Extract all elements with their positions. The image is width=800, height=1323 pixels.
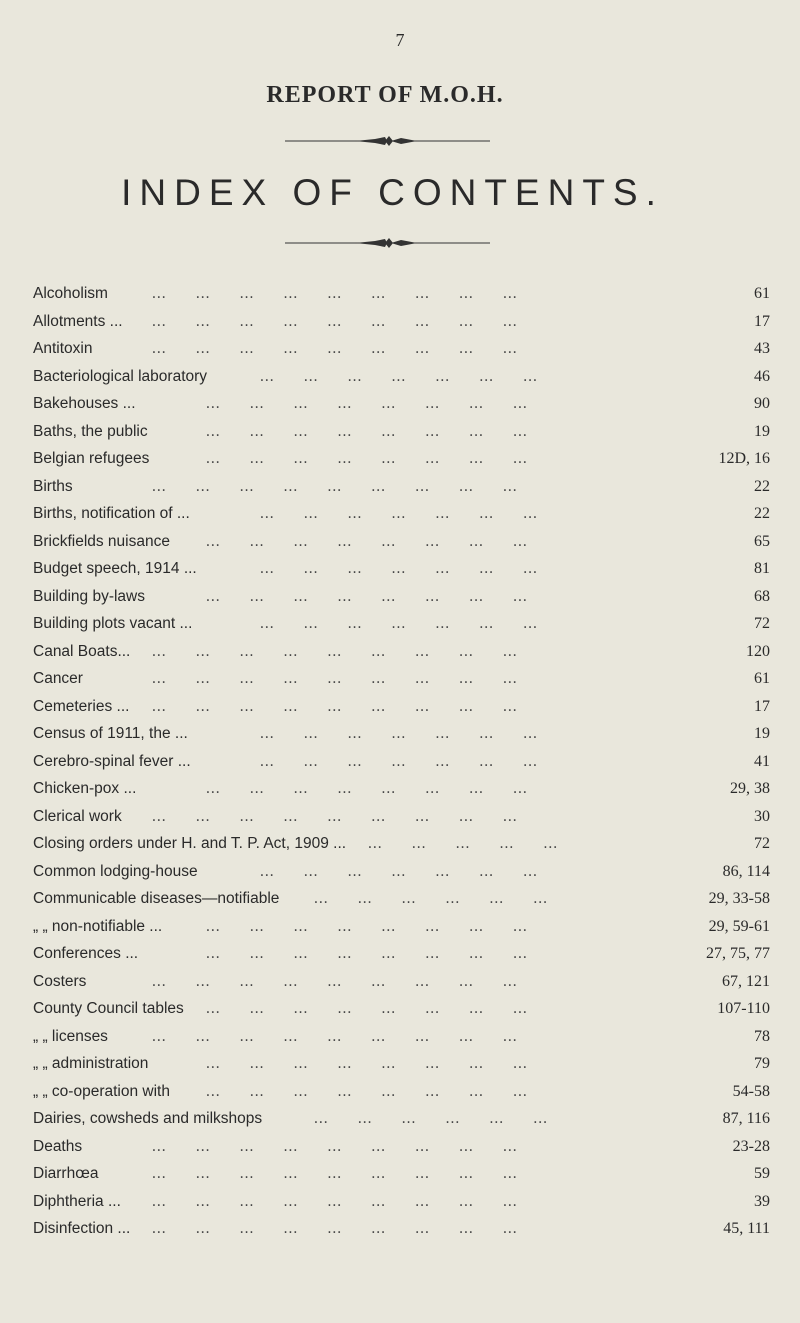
index-entry xyxy=(0,505,800,529)
index-entry xyxy=(0,1028,800,1052)
entry-page-number: 19 xyxy=(754,422,770,440)
entry-page-number: 43 xyxy=(754,340,770,357)
entry-page-number: 107-110 xyxy=(717,1000,770,1017)
entry-label: Communicable diseases—notifiable xyxy=(33,890,280,907)
dot-leader: ... ... ... ... ... ... ... xyxy=(260,367,538,385)
entry-page-number: 23-28 xyxy=(732,1137,770,1155)
index-title: INDEX OF CONTENTS. xyxy=(121,172,664,213)
ornament-divider xyxy=(285,236,490,250)
entry-page-number: 45, 111 xyxy=(723,1220,770,1237)
dot-leader: ... ... ... ... ... xyxy=(368,835,559,852)
entry-label: Belgian refugees xyxy=(33,450,150,467)
entry-page-number: 86, 114 xyxy=(722,862,770,880)
entry-label: Clerical work xyxy=(33,807,122,825)
entry-page-number: 46 xyxy=(754,367,770,385)
entry-page-number: 22 xyxy=(754,505,770,522)
entry-label: Canal Boats... xyxy=(33,642,131,660)
entry-label: Diphtheria ... xyxy=(33,1192,121,1210)
entry-page-number: 17 xyxy=(754,312,770,330)
entry-page-number: 79 xyxy=(754,1055,770,1072)
entry-label: Cancer xyxy=(33,670,83,687)
index-entry xyxy=(0,1193,800,1217)
entry-page-number: 87, 116 xyxy=(722,1110,770,1127)
dot-leader: ... ... ... ... ... ... ... ... ... xyxy=(152,1165,518,1182)
dot-leader: ... ... ... ... ... ... ... ... xyxy=(206,422,528,440)
index-entry xyxy=(0,1083,800,1107)
entry-label: Closing orders under H. and T. P. Act, 1909 ... xyxy=(33,835,347,852)
dot-leader: ... ... ... ... ... ... ... ... xyxy=(206,450,528,467)
index-entry xyxy=(0,863,800,887)
index-entry xyxy=(0,560,800,584)
entry-page-number: 41 xyxy=(754,752,770,770)
dot-leader: ... ... ... ... ... ... ... ... ... xyxy=(152,1192,518,1210)
dot-leader: ... ... ... ... ... ... ... ... ... xyxy=(152,807,518,825)
entry-page-number: 61 xyxy=(754,670,770,687)
entry-page-number: 22 xyxy=(754,477,770,495)
index-entry xyxy=(0,588,800,612)
report-title: REPORT OF M.O.H. xyxy=(266,82,504,108)
entry-label: Dairies, cowsheds and milkshops xyxy=(33,1110,263,1127)
index-entry xyxy=(0,423,800,447)
dot-leader: ... ... ... ... ... ... ... ... xyxy=(206,587,528,605)
entry-page-number: 67, 121 xyxy=(722,972,770,990)
dot-leader: ... ... ... ... ... ... ... ... xyxy=(206,780,528,797)
entry-label: „ „ administration xyxy=(33,1055,149,1072)
entry-page-number: 29, 38 xyxy=(730,780,770,797)
dot-leader: ... ... ... ... ... ... ... xyxy=(260,615,538,632)
index-entry xyxy=(0,1110,800,1134)
entry-page-number: 30 xyxy=(754,807,770,825)
dot-leader: ... ... ... ... ... ... ... ... xyxy=(206,395,528,412)
dot-leader: ... ... ... ... ... ... ... xyxy=(260,505,538,522)
entry-label: Baths, the public xyxy=(33,422,148,440)
index-entry xyxy=(0,1000,800,1024)
dot-leader: ... ... ... ... ... ... xyxy=(314,1110,548,1127)
entry-label: Alcoholism xyxy=(33,285,108,302)
index-entry xyxy=(0,1055,800,1079)
entry-label: Budget speech, 1914 ... xyxy=(33,560,197,577)
index-entry xyxy=(0,835,800,859)
index-entry xyxy=(0,450,800,474)
dot-leader: ... ... ... ... ... ... ... ... ... xyxy=(152,340,518,357)
index-entry xyxy=(0,808,800,832)
dot-leader: ... ... ... ... ... ... ... xyxy=(260,725,538,742)
dot-leader: ... ... ... ... ... ... ... ... xyxy=(206,1055,528,1072)
dot-leader: ... ... ... ... ... ... ... ... xyxy=(206,1082,528,1100)
index-entry xyxy=(0,753,800,777)
index-entry xyxy=(0,395,800,419)
index-entry xyxy=(0,890,800,914)
index-entry xyxy=(0,945,800,969)
entry-label: Disinfection ... xyxy=(33,1220,131,1237)
index-entry xyxy=(0,725,800,749)
dot-leader: ... ... ... ... ... ... ... ... xyxy=(206,945,528,962)
entry-page-number: 39 xyxy=(754,1192,770,1210)
entry-page-number: 17 xyxy=(754,697,770,715)
entry-label: Diarrhœa xyxy=(33,1165,99,1182)
index-entry xyxy=(0,1220,800,1244)
dot-leader: ... ... ... ... ... ... xyxy=(314,890,548,907)
entry-page-number: 90 xyxy=(754,395,770,412)
index-entry xyxy=(0,533,800,557)
index-entry xyxy=(0,313,800,337)
dot-leader: ... ... ... ... ... ... ... ... ... xyxy=(152,1027,518,1045)
entry-label: Deaths xyxy=(33,1137,83,1155)
index-entry xyxy=(0,368,800,392)
index-entry xyxy=(0,285,800,309)
entry-page-number: 19 xyxy=(754,725,770,742)
entry-label: Antitoxin xyxy=(33,340,93,357)
index-entry xyxy=(0,1138,800,1162)
dot-leader: ... ... ... ... ... ... ... ... xyxy=(206,1000,528,1017)
dot-leader: ... ... ... ... ... ... ... ... ... xyxy=(152,972,518,990)
index-entry xyxy=(0,1165,800,1189)
dot-leader: ... ... ... ... ... ... ... xyxy=(260,560,538,577)
entry-page-number: 29, 59-61 xyxy=(708,917,770,935)
entry-label: Census of 1911, the ... xyxy=(33,725,188,742)
entry-label: Allotments ... xyxy=(33,312,123,330)
entry-label: Births, notification of ... xyxy=(33,505,190,522)
dot-leader: ... ... ... ... ... ... ... ... ... xyxy=(152,312,518,330)
entry-label: Conferences ... xyxy=(33,945,139,962)
entry-label: Bacteriological laboratory xyxy=(33,367,208,385)
index-entry xyxy=(0,780,800,804)
dot-leader: ... ... ... ... ... ... ... ... ... xyxy=(152,670,518,687)
index-entry xyxy=(0,670,800,694)
entry-page-number: 68 xyxy=(754,587,770,605)
entry-label: Cemeteries ... xyxy=(33,697,130,715)
index-entry xyxy=(0,698,800,722)
dot-leader: ... ... ... ... ... ... ... ... ... xyxy=(152,1220,518,1237)
entry-page-number: 78 xyxy=(754,1027,770,1045)
entry-page-number: 54-58 xyxy=(732,1082,770,1100)
dot-leader: ... ... ... ... ... ... ... xyxy=(260,752,538,770)
dot-leader: ... ... ... ... ... ... ... ... ... xyxy=(152,477,518,495)
dot-leader: ... ... ... ... ... ... ... ... ... xyxy=(152,1137,518,1155)
entry-label: Cerebro-spinal fever ... xyxy=(33,752,191,770)
entry-page-number: 61 xyxy=(754,285,770,302)
entry-label: Building plots vacant ... xyxy=(33,615,193,632)
entry-label: Bakehouses ... xyxy=(33,395,136,412)
entry-page-number: 12D, 16 xyxy=(718,450,770,467)
dot-leader: ... ... ... ... ... ... ... xyxy=(260,862,538,880)
index-entry xyxy=(0,973,800,997)
index-entry xyxy=(0,918,800,942)
entry-label: Brickfields nuisance xyxy=(33,532,170,550)
dot-leader: ... ... ... ... ... ... ... ... xyxy=(206,532,528,550)
entry-page-number: 29, 33-58 xyxy=(708,890,770,907)
entry-label: Chicken-pox ... xyxy=(33,780,137,797)
index-entry xyxy=(0,615,800,639)
dot-leader: ... ... ... ... ... ... ... ... xyxy=(206,917,528,935)
entry-page-number: 27, 75, 77 xyxy=(706,945,770,962)
entry-label: Building by-laws xyxy=(33,587,145,605)
entry-page-number: 81 xyxy=(754,560,770,577)
entry-page-number: 120 xyxy=(746,642,770,660)
index-entry xyxy=(0,478,800,502)
index-entry xyxy=(0,340,800,364)
entry-label: County Council tables xyxy=(33,1000,184,1017)
entry-label: „ „ non-notifiable ... xyxy=(33,917,163,935)
entry-label: Births xyxy=(33,477,73,495)
index-entry xyxy=(0,643,800,667)
entry-page-number: 72 xyxy=(754,835,770,852)
page-number: 7 xyxy=(395,30,405,50)
entry-page-number: 65 xyxy=(754,532,770,550)
ornament-divider xyxy=(285,134,490,148)
entry-label: „ „ licenses xyxy=(33,1027,108,1045)
entry-page-number: 72 xyxy=(754,615,770,632)
entry-label: Common lodging-house xyxy=(33,862,198,880)
entry-label: „ „ co-operation with xyxy=(33,1082,170,1100)
dot-leader: ... ... ... ... ... ... ... ... ... xyxy=(152,285,518,302)
entry-page-number: 59 xyxy=(754,1165,770,1182)
entry-label: Costers xyxy=(33,972,87,990)
dot-leader: ... ... ... ... ... ... ... ... ... xyxy=(152,697,518,715)
dot-leader: ... ... ... ... ... ... ... ... ... xyxy=(152,642,518,660)
